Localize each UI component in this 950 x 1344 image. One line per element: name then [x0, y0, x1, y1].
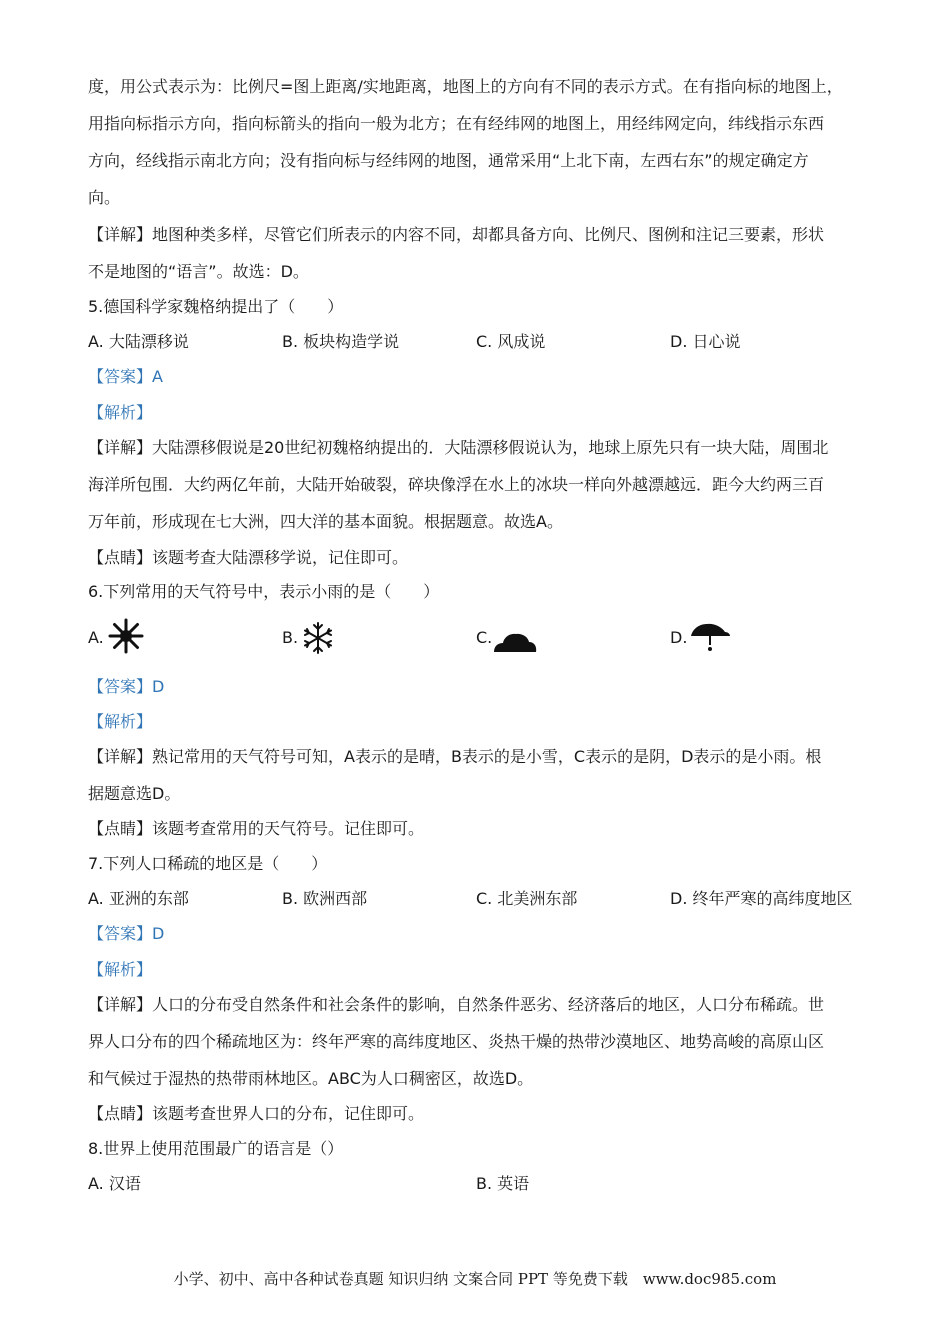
- q7-option-c: C. 北美洲东部: [476, 889, 578, 908]
- q7-detail-line: 界人口分布的四个稀疏地区为：终年严寒的高纬度地区、炎热干燥的热带沙漠地区、地势高峻的高原山区: [88, 1032, 825, 1051]
- q7-option-a: A. 亚洲的东部: [88, 889, 189, 908]
- light-snow-symbol-icon: [300, 620, 336, 656]
- paragraph-line: 用指向标指示方向，指向标箭头的指向一般为北方；在有经纬网的地图上，用经纬网定向，纬线指示东西: [88, 114, 825, 133]
- q6-comment: 【点睛】该题考查常用的天气符号。记住即可。: [88, 819, 425, 838]
- page-footer: 小学、初中、高中各种试卷真题 知识归纳 文案合同 PPT 等免费下载 www.doc985.com: [173, 1270, 777, 1288]
- paragraph-line: 向。: [88, 188, 121, 207]
- q6-option-c-label: C.: [476, 628, 493, 647]
- q5-option-a: A. 大陆漂移说: [88, 332, 189, 351]
- q5-detail-line: 海洋所包围．大约两亿年前，大陆开始破裂，碎块像浮在水上的冰块一样向外越漂越远．距今大约两三百: [88, 475, 825, 494]
- question-8-stem: 8.世界上使用范围最广的语言是（）: [88, 1139, 344, 1158]
- q7-option-d: D. 终年严寒的高纬度地区: [670, 889, 853, 908]
- paragraph-line: 度，用公式表示为：比例尺=图上距离/实地距离，地图上的方向有不同的表示方式。在有指向标的地图上，: [88, 77, 843, 96]
- q5-comment: 【点睛】该题考查大陆漂移学说，记住即可。: [88, 548, 409, 567]
- q6-detail-line: 【详解】熟记常用的天气符号可知，A表示的是晴，B表示的是小雪，C表示的是阴，D表示的是小雨。根: [88, 747, 822, 766]
- q6-analysis-heading: 【解析】: [88, 712, 153, 731]
- q8-option-b: B. 英语: [476, 1174, 530, 1193]
- q6-detail-line: 据题意选D。: [88, 784, 181, 803]
- q5-option-b: B. 板块构造学说: [282, 332, 400, 351]
- q6-option-a-label: A.: [88, 628, 104, 647]
- q7-detail-line: 和气候过于湿热的热带雨林地区。ABC为人口稠密区，故选D。: [88, 1069, 534, 1088]
- q5-analysis-heading: 【解析】: [88, 403, 153, 422]
- detail-line: 不是地图的“语言”。故选：D。: [88, 262, 309, 281]
- q7-analysis-heading: 【解析】: [88, 960, 153, 979]
- light-rain-symbol-icon: [688, 618, 732, 654]
- q6-option-d-label: D.: [670, 628, 688, 647]
- q8-option-a: A. 汉语: [88, 1174, 141, 1193]
- q7-option-b: B. 欧洲西部: [282, 889, 368, 908]
- q5-option-d: D. 日心说: [670, 332, 741, 351]
- q6-option-b-label: B.: [282, 628, 299, 647]
- q5-option-c: C. 风成说: [476, 332, 546, 351]
- overcast-symbol-icon: [492, 628, 538, 654]
- q7-comment: 【点睛】该题考查世界人口的分布，记住即可。: [88, 1104, 425, 1123]
- q5-detail-line: 万年前，形成现在七大洲，四大洋的基本面貌。根据题意。故选A。: [88, 512, 563, 531]
- question-5-stem: 5.德国科学家魏格纳提出了（ ）: [88, 297, 344, 316]
- q5-answer: 【答案】A: [88, 367, 163, 386]
- question-6-stem: 6.下列常用的天气符号中，表示小雨的是（ ）: [88, 582, 440, 601]
- q7-detail-line: 【详解】人口的分布受自然条件和社会条件的影响，自然条件恶劣、经济落后的地区，人口分布稀疏。世: [88, 995, 825, 1014]
- q7-answer: 【答案】D: [88, 924, 165, 943]
- sunny-symbol-icon: [108, 618, 144, 654]
- q5-detail-line: 【详解】大陆漂移假说是20世纪初魏格纳提出的．大陆漂移假说认为，地球上原先只有一块大陆，周围北: [88, 438, 829, 457]
- q6-answer: 【答案】D: [88, 677, 165, 696]
- paragraph-line: 方向，经线指示南北方向；没有指向标与经纬网的地图，通常采用“上北下南，左西右东”的规定确定方: [88, 151, 809, 170]
- question-7-stem: 7.下列人口稀疏的地区是（ ）: [88, 854, 328, 873]
- detail-line: 【详解】地图种类多样，尽管它们所表示的内容不同，却都具备方向、比例尺、图例和注记三要素，形状: [88, 225, 825, 244]
